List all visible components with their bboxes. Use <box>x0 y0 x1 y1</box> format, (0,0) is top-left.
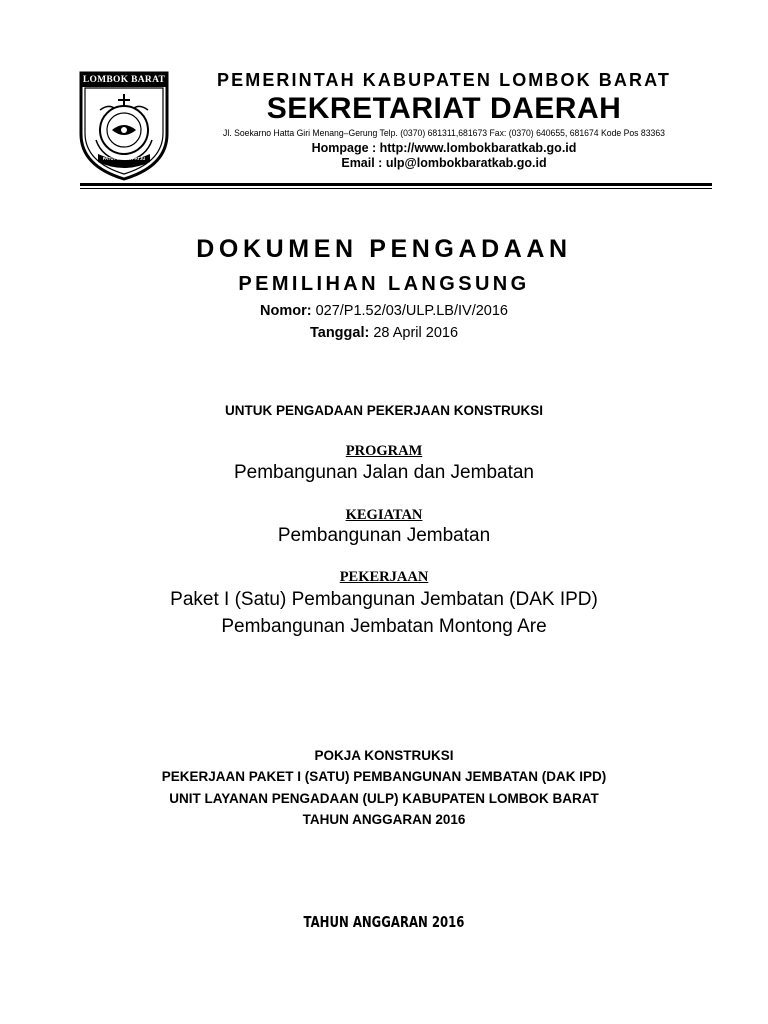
pokja-line-4: TAHUN ANGGARAN 2016 <box>302 812 466 827</box>
letterhead-text <box>176 70 712 171</box>
activity-value: Pembangunan Jembatan <box>277 525 491 546</box>
document-title: DOKUMEN PENGADAAN <box>196 235 572 263</box>
office-address: Jl. Soekarno Hatta Giri Menang–Gerung Telp. (0370) 681311,681673 Fax: (0370) 640655, 681674 Kode Pos 83363 <box>223 128 665 138</box>
date-value: 28 April 2016 <box>369 325 459 341</box>
program-heading: PROGRAM <box>345 443 423 459</box>
work-heading: PEKERJAAN <box>339 569 429 585</box>
work-value-line-1: Paket I (Satu) Pembangunan Jembatan (DAK IPD) <box>170 589 598 610</box>
letterhead-rule-thin <box>80 188 712 189</box>
letterhead <box>78 70 712 182</box>
document-date <box>0 323 768 343</box>
date-label: Tanggal: <box>309 325 370 341</box>
homepage-link[interactable]: Hompage : http://www.lombokbaratkab.go.id <box>311 141 577 155</box>
pokja-line-1: POKJA KONSTRUKSI <box>314 748 454 763</box>
government-name: PEMERINTAH KABUPATEN LOMBOK BARAT <box>217 70 671 90</box>
office-name: SEKRETARIAT DAERAH <box>266 92 622 125</box>
document-subtitle: PEMILIHAN LANGSUNG <box>238 273 530 295</box>
letterhead-rule-thick <box>80 183 712 186</box>
pokja-line-2: PEKERJAAN PAKET I (SATU) PEMBANGUNAN JEMBATAN (DAK IPD) <box>161 769 607 784</box>
lombok-barat-emblem-icon <box>78 70 170 182</box>
emblem-motto-text: PATUT PATUH PATJU <box>102 156 146 161</box>
emblem-top-text: LOMBOK BARAT <box>82 75 166 85</box>
fiscal-year-footer: TAHUN ANGGARAN 2016 <box>303 913 465 931</box>
email-link[interactable]: Email : ulp@lombokbaratkab.go.id <box>341 156 547 170</box>
number-value: 027/P1.52/03/ULP.LB/IV/2016 <box>311 303 508 319</box>
activity-heading: KEGIATAN <box>345 507 423 523</box>
work-value-line-2: Pembangunan Jembatan Montong Are <box>221 616 547 637</box>
document-number <box>0 301 768 321</box>
program-value: Pembangunan Jalan dan Jembatan <box>233 462 534 483</box>
procurement-purpose: UNTUK PENGADAAN PEKERJAAN KONSTRUKSI <box>224 403 544 418</box>
number-label: Nomor: <box>259 303 312 319</box>
pokja-line-3: UNIT LAYANAN PENGADAAN (ULP) KABUPATEN LOMBOK BARAT <box>169 791 599 806</box>
